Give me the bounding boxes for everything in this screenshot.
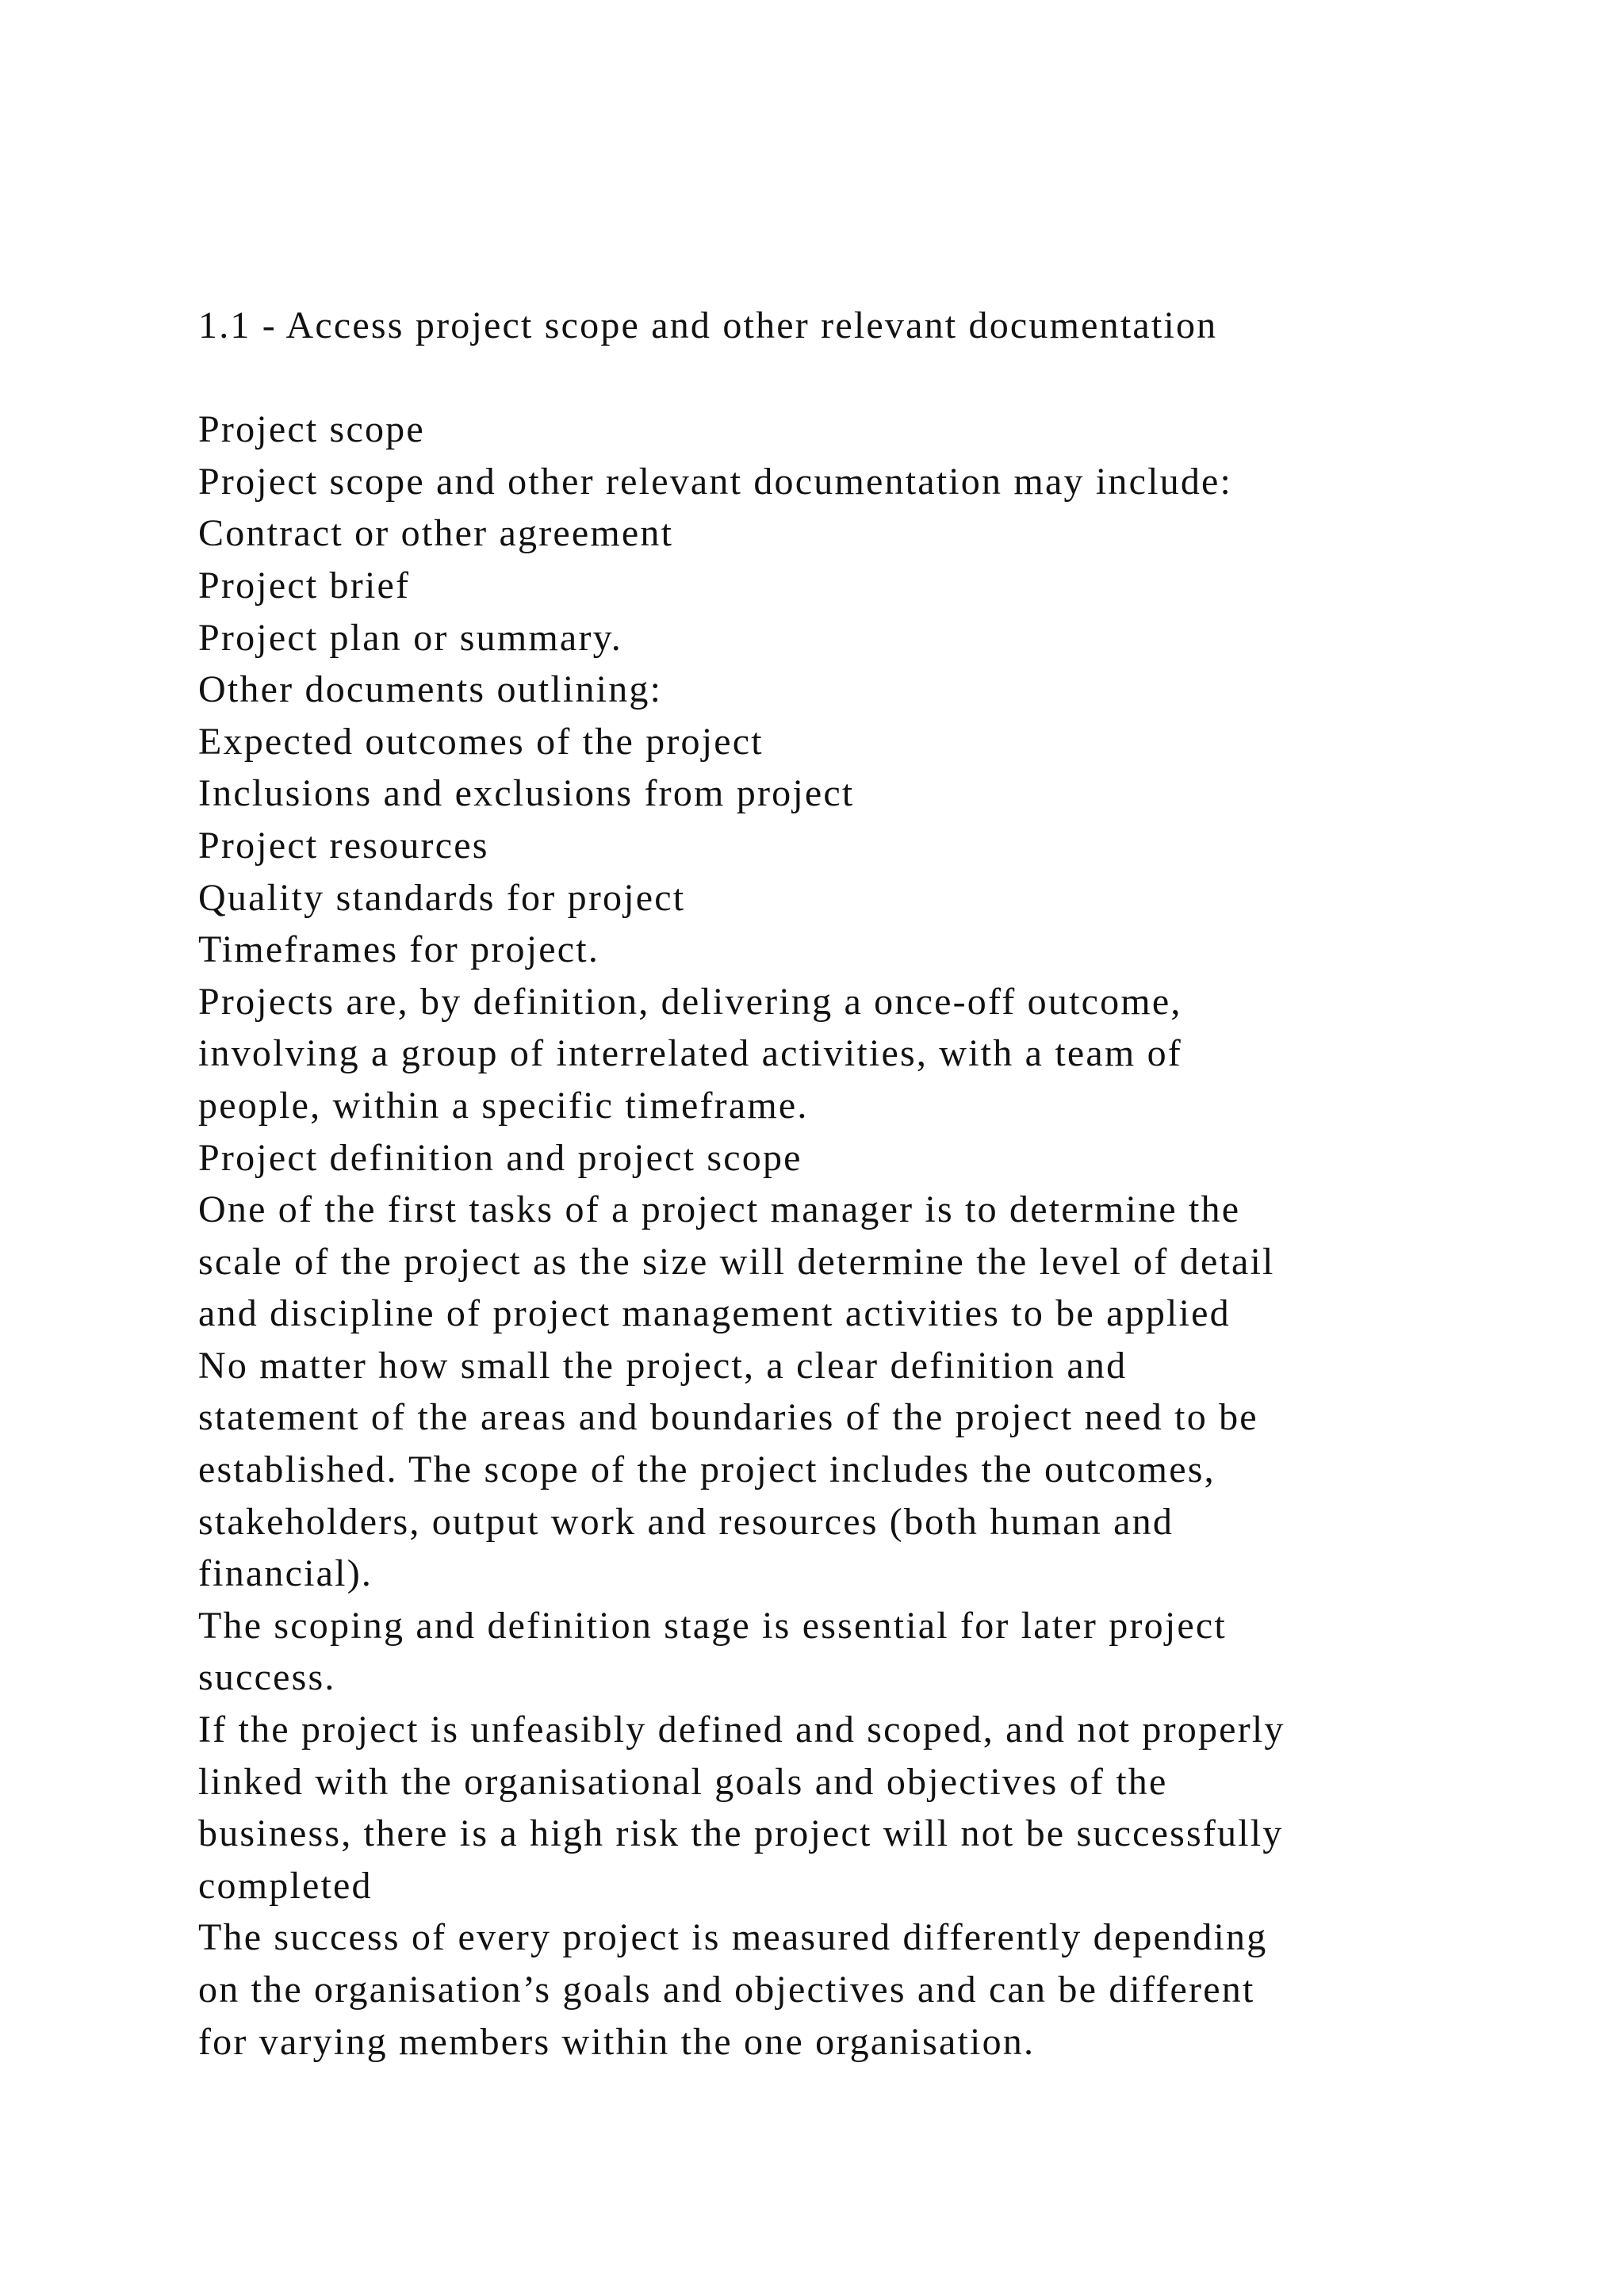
text-line: No matter how small the project, a clear definition and: [198, 1344, 1128, 1387]
text-line: One of the first tasks of a project manager is to determine the: [198, 1188, 1241, 1231]
text-line: Projects are, by definition, delivering a once-off outcome,: [198, 980, 1182, 1023]
text-line: success.: [198, 1656, 336, 1699]
text-line: The success of every project is measured differently depending: [198, 1916, 1268, 1959]
text-line: Quality standards for project: [198, 876, 686, 919]
text-line: Expected outcomes of the project: [198, 720, 764, 763]
text-line: on the organisation’s goals and objectives and can be different: [198, 1969, 1255, 2011]
text-line: financial).: [198, 1552, 373, 1595]
text-line: business, there is a high risk the project will not be successfully: [198, 1812, 1284, 1855]
text-line: Timeframes for project.: [198, 928, 600, 971]
text-line: Project brief: [198, 564, 411, 607]
text-line: Inclusions and exclusions from project: [198, 772, 855, 815]
text-line: stakeholders, output work and resources (both human and: [198, 1500, 1174, 1543]
text-line: Project scope and other relevant documentation may include:: [198, 460, 1233, 503]
text-line: The scoping and definition stage is essential for later project: [198, 1604, 1227, 1647]
text-line: Project definition and project scope: [198, 1136, 802, 1179]
text-line: Project plan or summary.: [198, 616, 622, 659]
text-line: Contract or other agreement: [198, 512, 674, 555]
text-line: established. The scope of the project includes the outcomes,: [198, 1448, 1216, 1491]
text-line: and discipline of project management activities to be applied: [198, 1292, 1231, 1335]
document-body: [198, 300, 1467, 2068]
text-line: Project scope: [198, 408, 425, 451]
text-line: scale of the project as the size will determine the level of detail: [198, 1240, 1275, 1283]
text-line: Other documents outlining:: [198, 668, 663, 711]
text-line: completed: [198, 1864, 373, 1907]
text-line: Project resources: [198, 824, 489, 867]
text-line: for varying members within the one organisation.: [198, 2020, 1036, 2063]
text-line: linked with the organisational goals and objectives of the: [198, 1760, 1168, 1803]
blank-line: [198, 352, 1467, 404]
text-line: statement of the areas and boundaries of the project need to be: [198, 1396, 1258, 1439]
text-line: people, within a specific timeframe.: [198, 1084, 809, 1127]
text-line: If the project is unfeasibly defined and scoped, and not properly: [198, 1709, 1285, 1751]
section-heading: 1.1 - Access project scope and other relevant documentation: [198, 304, 1218, 346]
text-line: involving a group of interrelated activities, with a team of: [198, 1032, 1182, 1075]
